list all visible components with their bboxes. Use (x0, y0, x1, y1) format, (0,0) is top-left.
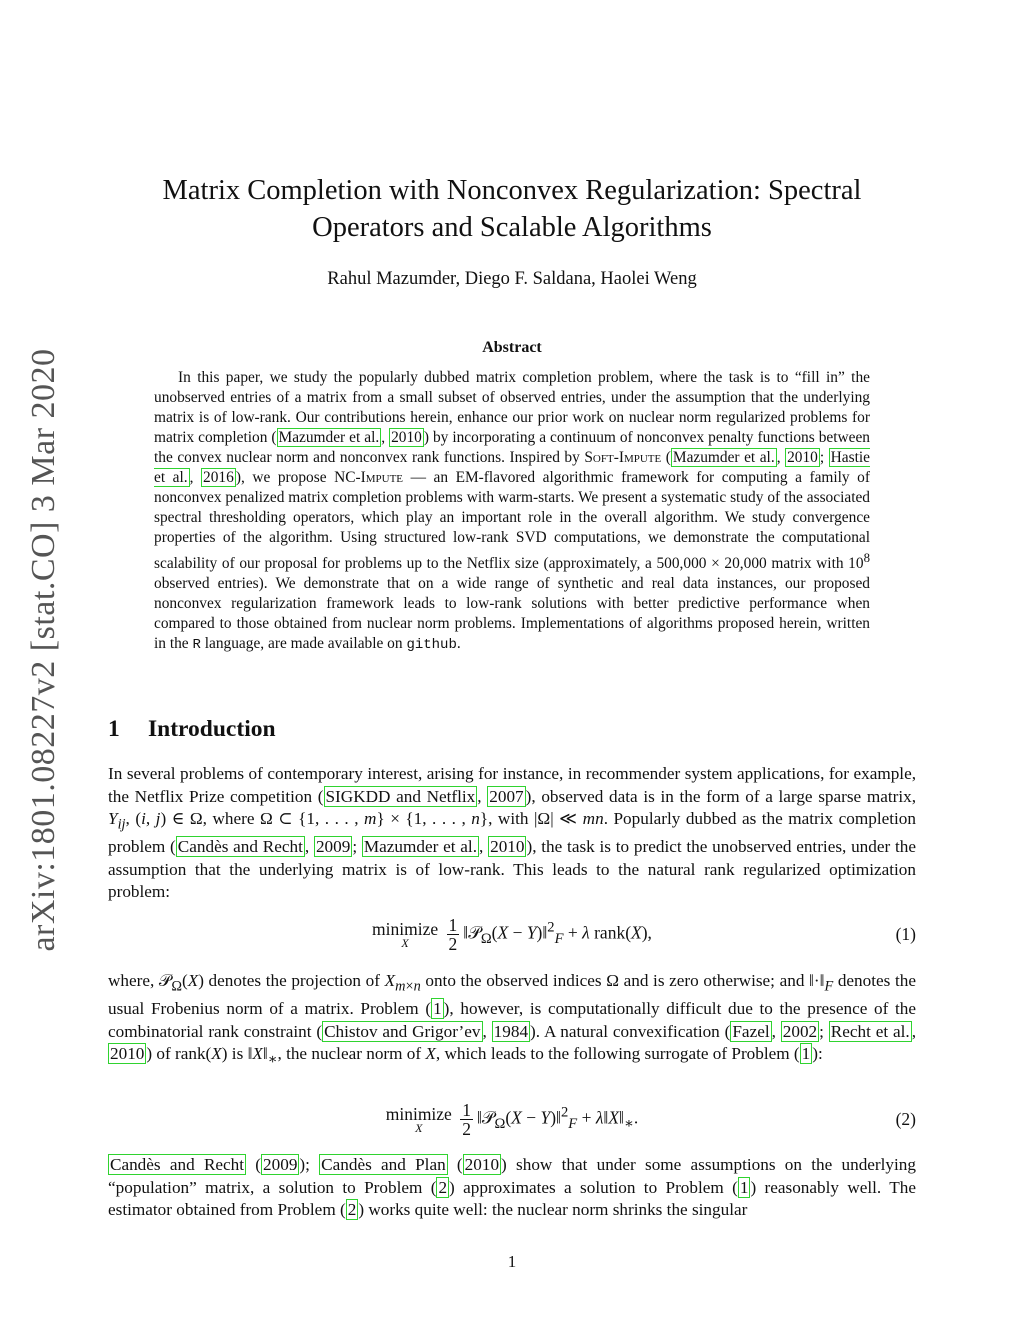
equation-link[interactable]: 1 (801, 1044, 811, 1064)
paragraph-1: In several problems of contemporary interest, arising for instance, in recommender system applications, for example, the Netflix Prize competition ( SIGKDD and Netflix , 2007 ), observed data is in the form of a large sparse matrix, $Y_{ij}$, (i, j) ∈ Ω, where Ω ⊂ {1, . . . , m} × {1, . . . , n}, with |Ω| ≪ mn. Popularly dubbed as the matrix completion problem ( Candès and Recht , 2009 ; Mazumder et al. , 2010 ), the task is to predict the unobserved entries, under the assumption that the underlying matrix is of low-rank. This leads to the natural rank regularized optimization problem: (108, 764, 917, 902)
citation-link[interactable]: 2010 (110, 1044, 145, 1064)
equation-2-number: (2) (895, 1109, 916, 1129)
citation-link[interactable]: 2010 (464, 1155, 500, 1174)
citation-link[interactable]: 2010 (490, 837, 525, 857)
page-number: 1 (507, 1252, 517, 1271)
citation-link[interactable]: 2010 (787, 449, 818, 466)
citation-link[interactable]: Mazumder et al. (278, 429, 380, 446)
citation-link[interactable]: 2009 (315, 837, 351, 857)
citation-link[interactable]: SIGKDD and Netflix (325, 786, 476, 806)
paragraph-2: where, 𝒫$_\Omega$(X) denotes the projection of $X_{m\times n}$ onto the observed indices Ω and is zero otherwise; and $‖\cdot‖_F$ denotes the usual Frobenius norm of a matrix. Problem ( 1 ), however, is computationally difficult due to the presence of the combinatorial rank constraint ( Chistov and Grigor’ev , 1984 ). A natural convexification ( Fazel , 2002 ; Recht et al. , 2010 ) of rank(X) is $‖X‖_∗$, the nuclear norm of X, which leads to the following surrogate of Problem ( 1 ): (108, 971, 916, 1068)
equation-link[interactable]: 1 (739, 1177, 749, 1197)
section-title: Introduction (148, 716, 276, 742)
citation-link[interactable]: Candès and Recht (110, 1155, 245, 1174)
abstract-body: In this paper, we study the popularly dubbed matrix completion problem, where the task is to “fill in” the unobserved entries of a matrix from a small subset of observed entries, under the assumption that the underlying matrix is of low-rank. Our contributions herein, enhance our prior work on nuclear norm regularized problems for matrix completion ( Mazumder et al. , 2010 ) by incorporating a continuum of nonconvex penalty functions between the convex nuclear norm and nonconvex rank functions. Inspired by Soft-Impute ( Mazumder et al. , 2010 ; Hastie et al. , 2016 ), we propose NC-Impute — an EM-flavored algorithmic framework for computing a family of nonconvex penalized matrix completion problems with warm-starts. We present a systematic study of the associated spectral thresholding operators, which play an important role in the overall algorithm. We study convergence properties of the algorithm. Using structured low-rank SVD computations, we demonstrate the computational scalability of our proposal for problems up to the Netflix size (approximately, a 500,000 × 20,000 matrix with $10^8$ observed entries). We demonstrate that on a wide range of synthetic and real data instances, our proposed nonconvex regularization framework leads to low-rank solutions with better predictive performance when compared to those obtained from nuclear norm problems. Implementations of algorithms proposed herein, written in the R language, are made available on github. (154, 369, 870, 654)
citation-link[interactable]: Candès and Recht (177, 837, 303, 857)
paragraph-3: Candès and Recht ( 2009 ); Candès and Plan ( 2010 ) show that under some assumptions on the underlying “population” matrix, a solution to Problem ( 2 ) approximates a solution to Problem ( 1 ) reasonably well. The estimator obtained from Problem ( 2 ) works quite well: the nuclear norm shrinks the singular (108, 1155, 916, 1220)
section-heading (108, 716, 276, 743)
citation-link[interactable]: 2002 (782, 1021, 818, 1041)
citation-link[interactable]: Mazumder et al. (363, 837, 478, 857)
paper-authors: Rahul Mazumder, Diego F. Saldana, Haolei Weng (327, 269, 697, 289)
abstract-heading: Abstract (482, 339, 542, 356)
citation-link[interactable]: 2016 (203, 469, 234, 486)
paper-title: Matrix Completion with Nonconvex Regularization: Spectral Operators and Scalable Algorithms (162, 175, 862, 243)
arxiv-sidebar-stamp (22, 348, 66, 952)
equation-2: minimize X $\frac{1}{2}$ ‖𝒫$_\Omega$(X − Y)‖$^2_F$ + $\lambda‖X‖_∗$. (2) (385, 1100, 916, 1139)
section-number: 1 (108, 716, 120, 742)
citation-link[interactable]: 2007 (489, 786, 524, 806)
equation-1-number: (1) (895, 924, 916, 944)
citation-link[interactable]: Mazumder et al. (672, 449, 775, 466)
citation-link[interactable]: Candès and Plan (321, 1155, 446, 1174)
equation-link[interactable]: 2 (347, 1200, 357, 1220)
citation-link[interactable]: Recht et al. (830, 1021, 910, 1041)
citation-link[interactable]: Fazel (732, 1021, 770, 1041)
equation-link[interactable]: 2 (438, 1177, 448, 1197)
citation-link[interactable]: Chistov and Grigor’ev (324, 1021, 481, 1041)
citation-link[interactable]: Hastie et al. (154, 449, 870, 486)
citation-link[interactable]: 2009 (263, 1155, 298, 1174)
equation-link[interactable]: 1 (433, 999, 442, 1019)
citation-link[interactable]: 1984 (493, 1021, 529, 1041)
equation-1: minimize X $\frac{1}{2}$ ‖𝒫$_\Omega$(X − Y)‖$^2_F$ + λ rank(X), (1) (372, 915, 916, 954)
arxiv-id: arXiv:1801.08227v2 [stat.CO] 3 Mar 2020 (25, 348, 62, 952)
citation-link[interactable]: 2010 (391, 429, 422, 446)
